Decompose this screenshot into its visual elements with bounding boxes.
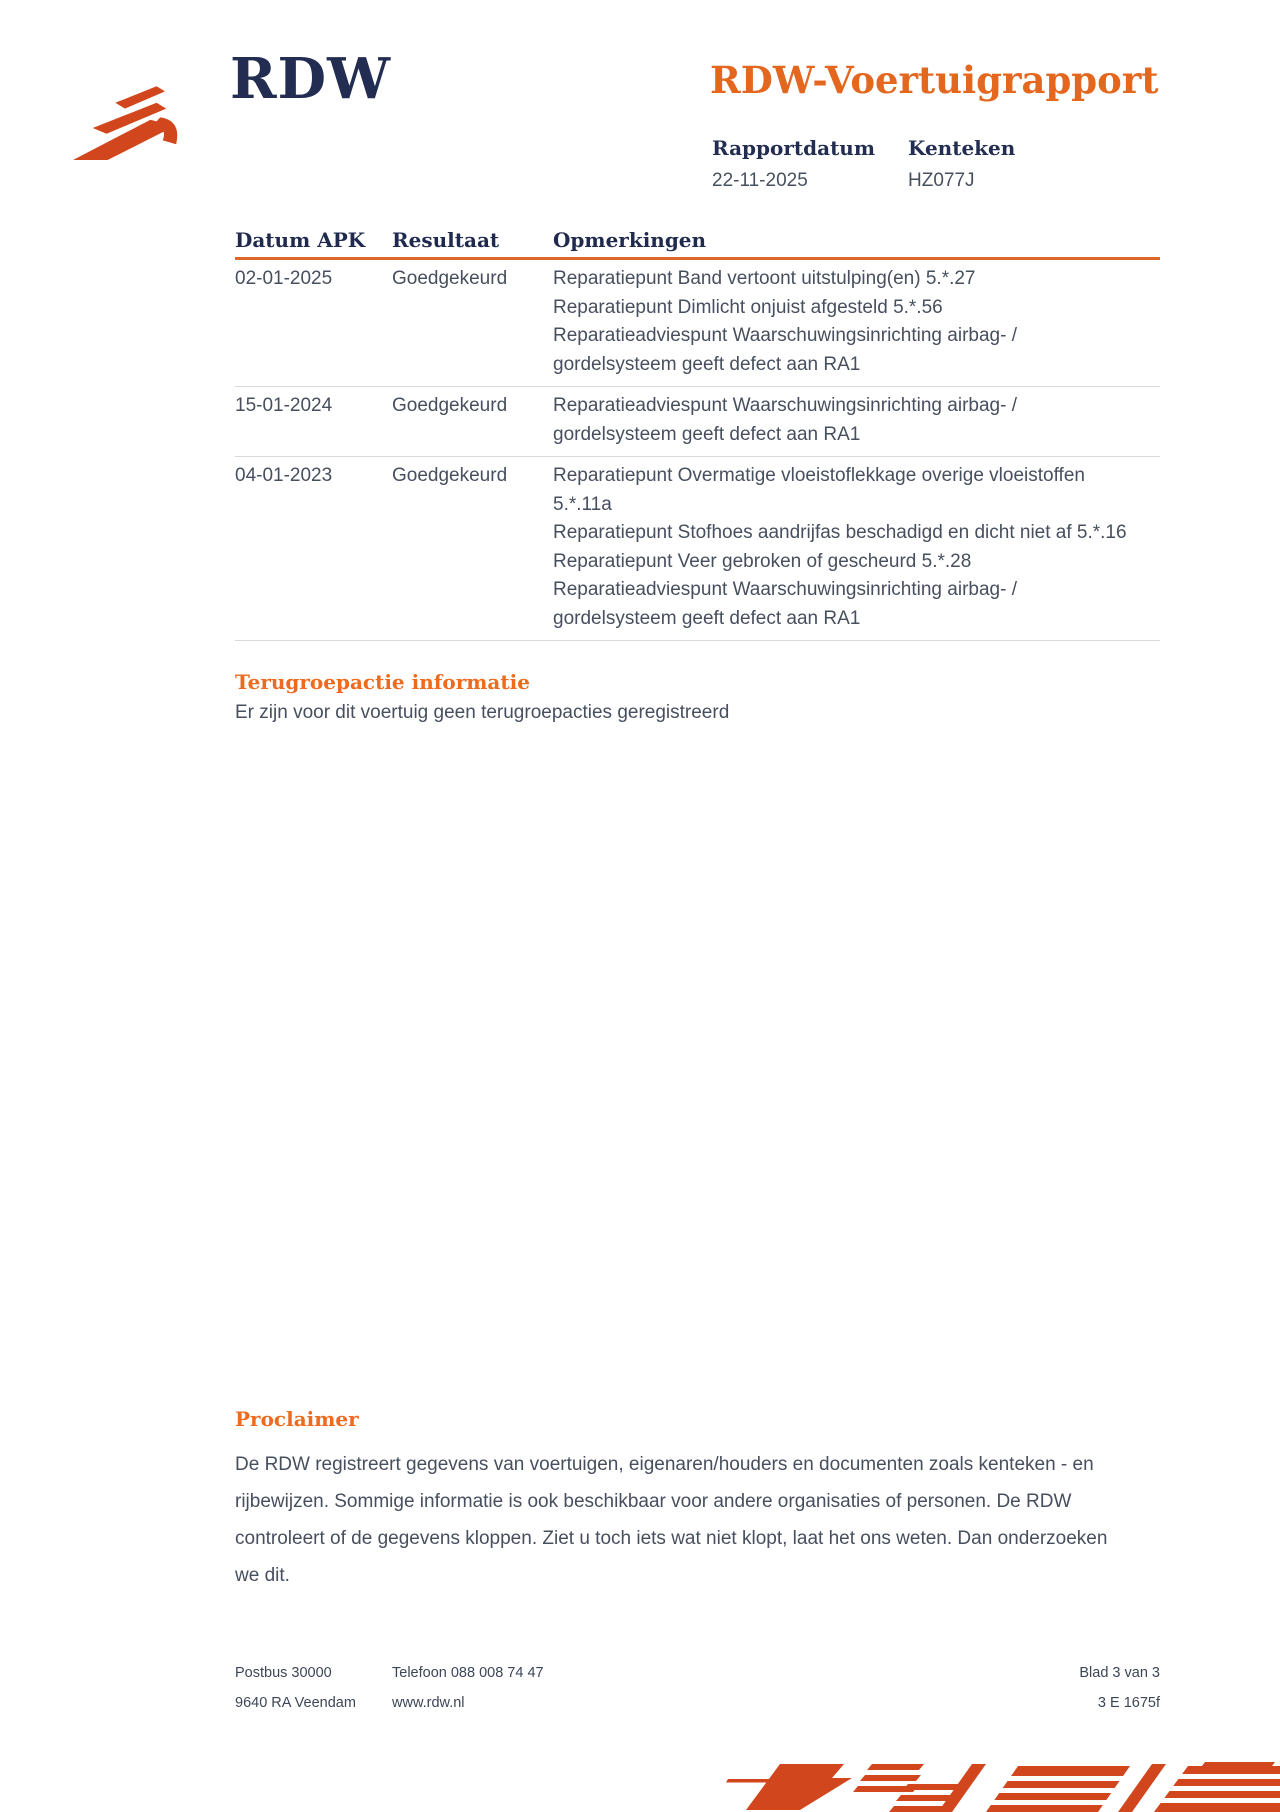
apk-result: Goedgekeurd <box>392 395 508 416</box>
rdw-logo-text: RDW <box>230 46 391 112</box>
table-header-row <box>235 228 1160 260</box>
apk-remarks <box>553 265 1160 379</box>
proclaimer-line: controleert of de gegevens kloppen. Ziet u toch iets wat niet klopt, laat het ons weten. Dan onderzoeken <box>235 1528 1108 1549</box>
proclaimer-paragraph <box>235 1446 1107 1594</box>
table-row <box>235 387 1160 457</box>
proclaimer-heading: Proclaimer <box>235 1407 359 1431</box>
apk-history-table <box>235 228 1160 641</box>
apk-date: 02-01-2025 <box>235 268 333 289</box>
apk-remarks <box>553 462 1160 633</box>
col-header-resultaat: Resultaat <box>392 228 500 252</box>
col-header-datum-apk: Datum APK <box>235 228 366 252</box>
apk-date: 04-01-2023 <box>235 465 333 486</box>
report-date-label: Rapportdatum <box>712 136 876 160</box>
footer-website: www.rdw.nl <box>392 1695 465 1711</box>
apk-result: Goedgekeurd <box>392 268 508 289</box>
recall-section-heading: Terugroepactie informatie <box>235 670 530 694</box>
remark-line: Reparatieadviespunt Waarschuwingsinrichting airbag- / <box>553 395 1017 416</box>
footer-page-number: Blad 3 van 3 <box>1079 1665 1160 1681</box>
remark-line: Reparatiepunt Veer gebroken of gescheurd 5.*.28 <box>553 550 972 572</box>
remark-line: Reparatieadviespunt Waarschuwingsinrichting airbag- / <box>553 325 1017 346</box>
rdw-logo-swoosh-icon <box>58 80 208 160</box>
report-date-block <box>712 136 875 192</box>
remark-line: Reparatieadviespunt Waarschuwingsinrichting airbag- / <box>553 579 1017 600</box>
proclaimer-line: De RDW registreert gegevens van voertuigen, eigenaren/houders en documenten zoals kenteken - en <box>235 1454 1094 1475</box>
remark-line: gordelsysteem geeft defect aan RA1 <box>553 607 861 629</box>
remark-line: Reparatiepunt Stofhoes aandrijfas beschadigd en dicht niet af 5.*.16 <box>553 522 1127 543</box>
proclaimer-line: rijbewijzen. Sommige informatie is ook beschikbaar voor andere organisaties of personen. De RDW <box>235 1491 1072 1512</box>
remark-line: gordelsysteem geeft defect aan RA1 <box>553 423 861 445</box>
report-date-value: 22-11-2025 <box>712 170 808 191</box>
footer-phone: Telefoon 088 008 74 47 <box>392 1665 544 1681</box>
remark-line: gordelsysteem geeft defect aan RA1 <box>553 353 861 375</box>
table-row <box>235 457 1160 641</box>
remark-line: Reparatiepunt Band vertoont uitstulping(en) 5.*.27 <box>553 268 976 289</box>
speed-stripes-graphic <box>700 1762 1280 1812</box>
apk-result: Goedgekeurd <box>392 465 508 486</box>
apk-remarks <box>553 392 1160 449</box>
remark-line: Reparatiepunt Overmatige vloeistoflekkage overige vloeistoffen <box>553 465 1085 486</box>
license-plate-value: HZ077J <box>908 170 975 191</box>
remark-line: Reparatiepunt Dimlicht onjuist afgesteld 5.*.56 <box>553 296 943 318</box>
recall-section-text: Er zijn voor dit voertuig geen terugroepacties geregistreerd <box>235 702 730 723</box>
remark-line: 5.*.11a <box>553 493 612 515</box>
footer-address <box>235 1658 356 1718</box>
footer-pagination <box>1079 1658 1160 1718</box>
page-title: RDW-Voertuigrapport <box>710 58 1159 102</box>
license-plate-block <box>908 136 1015 192</box>
apk-date: 15-01-2024 <box>235 395 333 416</box>
footer-contact <box>392 1658 544 1718</box>
footer-form-code: 3 E 1675f <box>1097 1695 1160 1711</box>
footer-po-box: Postbus 30000 <box>235 1665 332 1681</box>
col-header-opmerkingen: Opmerkingen <box>553 228 707 252</box>
table-row <box>235 260 1160 387</box>
footer-city: 9640 RA Veendam <box>235 1695 356 1711</box>
license-plate-label: Kenteken <box>908 136 1016 160</box>
proclaimer-line: we dit. <box>235 1565 290 1586</box>
